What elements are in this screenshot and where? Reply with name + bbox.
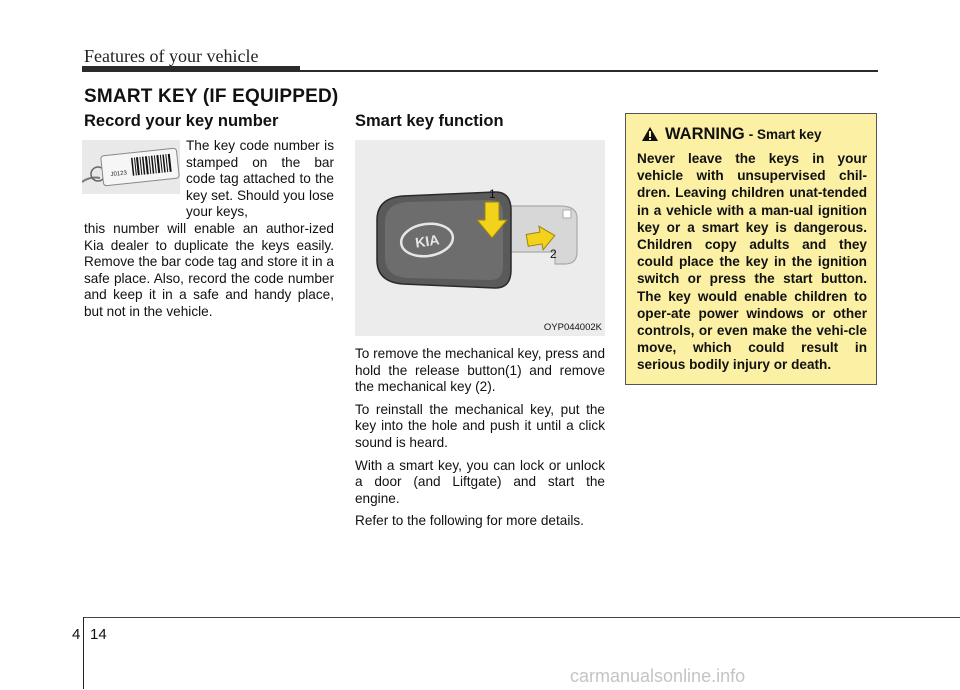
page-number: 14 xyxy=(90,626,107,643)
chapter-number: 4 xyxy=(72,626,81,643)
smart-key-text xyxy=(355,346,605,536)
paragraph: With a smart key, you can lock or unlock a door (and Liftgate) and start the engine. xyxy=(355,457,605,506)
warning-header xyxy=(641,122,867,146)
header-rule xyxy=(300,70,878,72)
paragraph: To remove the mechanical key, press and hold the release button(1) and remove the mechanical key (2). xyxy=(355,346,605,395)
figure-label-1: 1 xyxy=(489,187,496,201)
warning-text: Never leave the keys in your vehicle with unsupervised chil-dren. Leaving children unat-tended in a vehicle with a man-ual ignition key or a smart key is dangerous. Children copy adults and they could place the key in the ignition switch or press the start button. The key would enable children to oper-ate power windows or other controls, or even make the vehi-cle move, which could result in serious bodily injury or death. xyxy=(637,151,867,373)
tag-code: J0123 xyxy=(110,170,128,179)
footer-divider xyxy=(83,617,84,689)
record-key-text-top: The key code number is stamped on the bar code tag attached to the key set. Should you lose your keys, xyxy=(186,138,334,220)
header-title: Features of your vehicle xyxy=(84,46,259,66)
figure-label-2: 2 xyxy=(550,247,557,261)
smart-key-function-heading: Smart key function xyxy=(355,112,504,130)
figure-caption: OYP044002K xyxy=(543,322,602,333)
warning-box xyxy=(625,113,877,385)
paragraph: Refer to the following for more details. xyxy=(355,513,584,529)
warning-triangle-icon xyxy=(641,126,659,142)
svg-text:KIA: KIA xyxy=(414,231,441,251)
record-key-text-bottom: this number will enable an author-ized Kia dealer to duplicate the keys easily. Remove the bar code tag and store it in a safe place. Also, record the code number and keep it in a safe and handy place, but not in the vehicle. xyxy=(84,221,334,319)
warning-subtitle: - Smart key xyxy=(748,126,822,142)
footer-rule xyxy=(83,617,960,618)
header-bar xyxy=(82,66,300,72)
record-key-heading: Record your key number xyxy=(84,112,279,130)
section-title: SMART KEY (IF EQUIPPED) xyxy=(84,86,339,107)
key-tag-illustration xyxy=(82,140,180,194)
warning-word: WARNING xyxy=(665,124,745,143)
smart-key-illustration xyxy=(355,140,605,336)
smart-key-figure xyxy=(355,140,605,336)
paragraph: To reinstall the mechanical key, put the key into the hole and push it until a click sound is heard. xyxy=(355,401,605,450)
watermark[interactable]: carmanualsonline.info xyxy=(570,666,746,686)
